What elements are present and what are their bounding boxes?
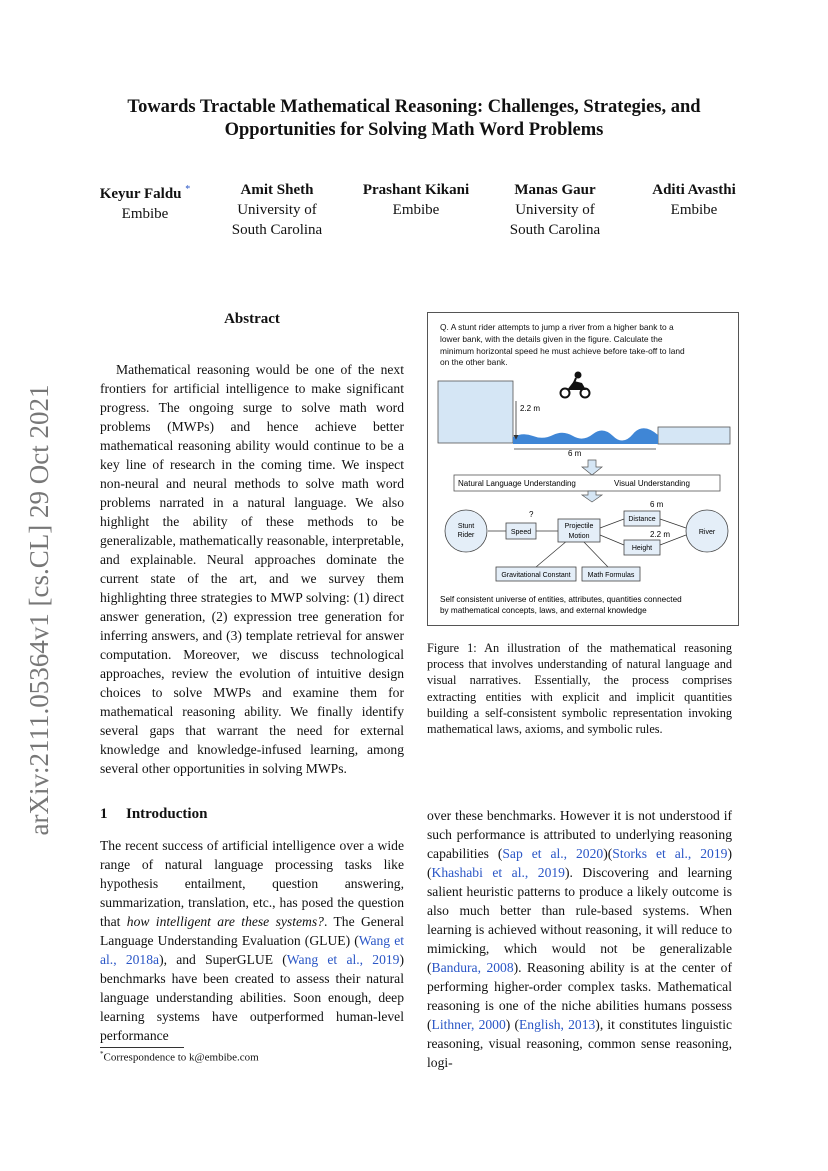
text-run: over these benchmarks. However it is not understood if such performance is attributed to underlying reasoning capabilities (: [427, 808, 732, 861]
node-stunt-rider: [445, 510, 487, 552]
node-river-label: River: [698, 529, 716, 536]
author-block: [86, 180, 204, 224]
title-line-2: Opportunities for Solving Math Word Problems: [224, 120, 604, 140]
title-line-1: Towards Tractable Mathematical Reasoning: Challenges, Strategies, and: [127, 97, 701, 117]
node-projectile-motion-label: Motion: [568, 533, 590, 540]
node-math-formulas-label: Math Formulas: [587, 572, 635, 579]
text-run: ), and SuperGLUE (: [159, 952, 287, 967]
abstract-body: [100, 360, 404, 778]
text-run: )(: [427, 846, 732, 880]
author-block: [350, 180, 482, 220]
distance-value: 6 m: [650, 500, 664, 509]
section-heading: [100, 806, 207, 823]
river-water: [513, 428, 658, 444]
author-affiliation: Embibe: [670, 202, 718, 218]
author-block: [632, 180, 756, 220]
intro-left-column: [100, 836, 404, 1045]
author-name: Aditi Avasthi: [652, 182, 736, 198]
intro-right-column: [427, 806, 732, 1072]
footnote-text: Correspondence to k@embibe.com: [103, 1051, 259, 1064]
author-affiliation: South Carolina: [509, 222, 601, 238]
citation-link[interactable]: Wang et al., 2019: [286, 952, 400, 967]
text-run: ). Discovering and learning salient heuristic patterns to produce a likely outcome is also much better than rule-based systems. When learning is achieved without reasoning, it will reduce to mimicking, which would not be generalizable (: [427, 865, 732, 975]
author-footnote-mark[interactable]: *: [185, 184, 191, 195]
text-run: ). Reasoning ability is at the center of performing higher-order complex tasks. Mathematical reasoning is one of the niche abilities humans possess (: [427, 960, 732, 1032]
citation-link[interactable]: Sap et al., 2020: [502, 846, 604, 861]
author-affiliation: Embibe: [392, 202, 440, 218]
citation-link[interactable]: English, 2013: [519, 1017, 596, 1032]
arxiv-id: arXiv:2111.05364v1 [cs.CL] 29 Oct 2021: [24, 384, 54, 836]
arxiv-stamp: [8, 360, 60, 860]
node-distance-label: Distance: [628, 516, 656, 523]
question-line-1: Q. A stunt rider attempts to jump a river from a higher bank to a: [440, 322, 674, 332]
figure-1: [427, 312, 739, 626]
height-value: 2.2 m: [650, 530, 671, 539]
author-name: Prashant Kikani: [362, 182, 470, 198]
intro-paragraph: [100, 836, 404, 1045]
node-speed-label: Speed: [510, 529, 532, 536]
node-height-label: Height: [631, 545, 653, 552]
footnote-rule: [100, 1047, 184, 1048]
node-grav-constant-label: Gravitational Constant: [501, 572, 571, 579]
section-title: Introduction: [126, 806, 208, 822]
node-projectile-motion-label: Projectile: [564, 523, 594, 530]
unknown-mark: ?: [529, 510, 534, 519]
author-name: Manas Gaur: [514, 182, 596, 198]
author-name: Keyur Faldu: [99, 186, 182, 202]
section-number: 1: [100, 806, 108, 822]
text-run: . The General Language Understanding Evaluation (GLUE) (: [100, 914, 404, 948]
abstract-text: Mathematical reasoning would be one of the next frontiers for artificial intelligence to make significant progress. The ongoing surge to solve math word problems (MWPs) and hence achieve better mathematical reasoning ability would continue to be a key line of research in the coming time. We inspect non-neural and neural methods to solve math word problems narrated in a natural language. We also highlight the ability of these methods to be generalizable, mathematically reasonable, interpretable, and explainable. Neural approaches dominate the current state of the art, and we survey them highlighting three strategies to MWP solving: (1) direct answer generation, (2) expression tree generation for inferring answers, and (3) template retrieval for answer computation. Moreover, we discuss technological approaches, review the evolution of intuitive design choices to solve MWPs and examine them for mathematical reasoning ability. We finally identify several gaps that warrant the need for external knowledge and knowledge-infused learning, among several other opportunities in solving MWPs.: [100, 362, 404, 776]
vu-label: Visual Understanding: [614, 479, 690, 488]
author-affiliation: South Carolina: [231, 222, 323, 238]
author-block: [212, 180, 342, 240]
question-line-3: minimum horizontal speed he must achieve before take-off to land: [440, 346, 685, 356]
emphasis-text: how intelligent are these systems?: [126, 914, 324, 929]
figure-bottom-line-1: Self consistent universe of entities, attributes, quantities connected: [440, 595, 682, 604]
text-run: The recent success of artificial intelligence over a wide range of natural language processing tasks like hypothesis entailment, question answering, summarization, translation, etc., has posed the question that: [100, 838, 404, 929]
text-run: )(: [603, 846, 613, 861]
text-run: ) (: [505, 1017, 519, 1032]
citation-link[interactable]: Bandura, 2008: [431, 960, 514, 975]
figure-caption: Figure 1: An illustration of the mathematical reasoning process that involves understanding of natural language and visual narratives. Essentially, the process comprises extracting entities with explicit and implicit quantities building a self-consistent symbolic representation invoking mathematical laws, axioms, and symbolic rules.: [427, 641, 732, 737]
author-affiliation: Embibe: [121, 206, 169, 222]
height-label: 2.2 m: [520, 404, 541, 413]
footnote-mark: *: [100, 1050, 104, 1058]
question-line-2: lower bank, with the details given in the figure. Calculate the: [440, 334, 663, 344]
question-line-4: on the other bank.: [440, 357, 508, 367]
motorbike-icon: [561, 372, 590, 398]
text-run: ), it constitutes linguistic reasoning, visual reasoning, common sense reasoning, logi-: [427, 1017, 733, 1070]
citation-link[interactable]: Lithner, 2000: [431, 1017, 506, 1032]
width-label: 6 m: [568, 449, 582, 458]
figure-bottom-line-2: by mathematical concepts, laws, and external knowledge: [440, 606, 647, 615]
node-stunt-rider-label: Rider: [457, 532, 475, 539]
abstract-heading: Abstract: [224, 311, 280, 327]
flow-arrow: [582, 491, 602, 502]
node-stunt-rider-label: Stunt: [457, 523, 475, 530]
author-affiliation: University of: [237, 202, 317, 218]
author-affiliation: University of: [515, 202, 595, 218]
text-run: ) benchmarks have been created to assess their natural language understanding abilities. Soon enough, deep learning systems have outperformed human-level performance: [100, 952, 404, 1043]
right-bank: [658, 427, 730, 444]
citation-link[interactable]: Khashabi et al., 2019: [431, 865, 565, 880]
citation-link[interactable]: Wang et al., 2018a: [100, 933, 405, 967]
intro-paragraph: [427, 806, 732, 1072]
nlu-label: Natural Language Understanding: [458, 479, 576, 488]
left-bank: [438, 381, 513, 443]
author-name: Amit Sheth: [240, 182, 314, 198]
author-block: [490, 180, 620, 240]
flow-arrow: [582, 460, 602, 475]
footnote: [100, 1050, 259, 1064]
paper-title: [80, 96, 748, 142]
citation-link[interactable]: Storks et al., 2019: [612, 846, 728, 861]
